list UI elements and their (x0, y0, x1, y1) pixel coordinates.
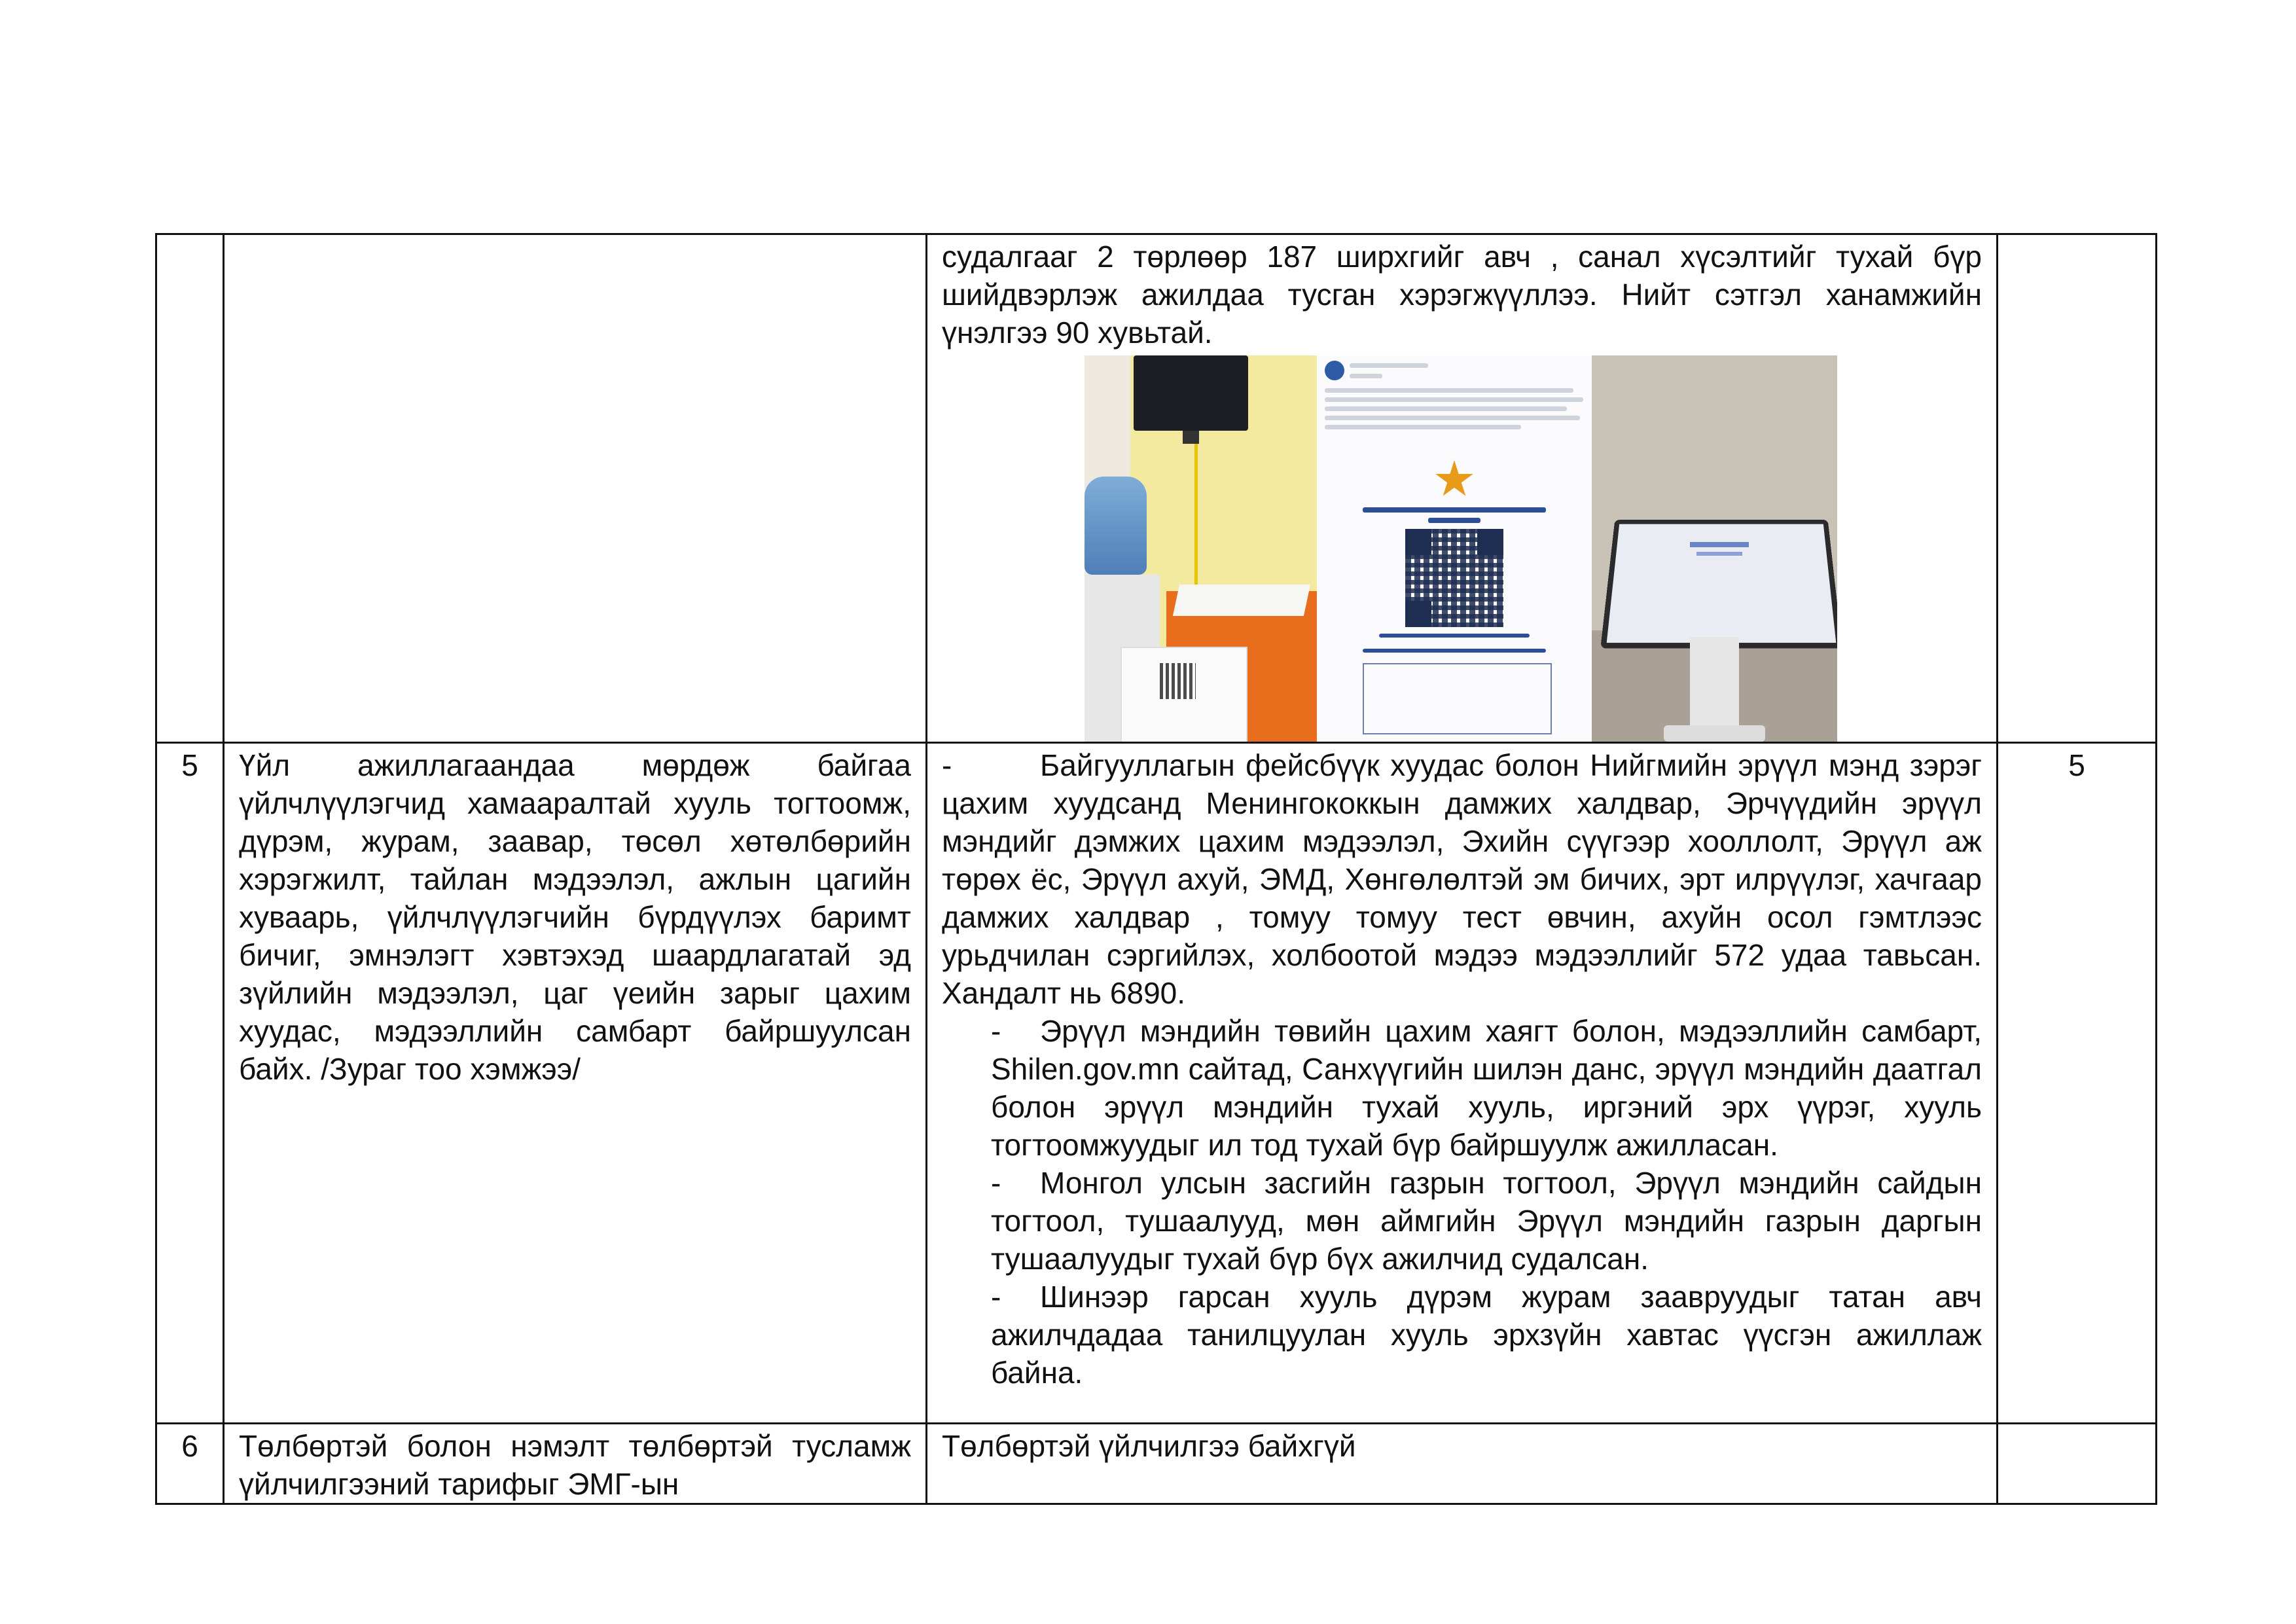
activity-item: - Байгууллагын фейсбүүк хуудас болон Нийгмийн эрүүл мэнд зэрэг цахим хуудсанд Менингококкын дамжих халдвар, Эрчүүдийн эрүүл мэндийг дэмжих цахим мэдээлэл, Эхийн сүүгээр хооллолт, Эрүүл аж төрөх ёс, Эрүүл ахуй, ЭМД, Хөнгөлөлтэй эм бичих, эрт илрүүлэг, хачгаар дамжих халдвар , томуу томуу тест өвчин, ахуйн осол гэмтлээс урьдчилан сэргийлэх, холбоотой мэдээ мэдээллийг 572 удаа тавьсан. Хандалт нь 6890. (942, 748, 1982, 1010)
qr-code-icon (1405, 529, 1503, 627)
score-cell (1998, 234, 2157, 743)
score-cell: 5 (1998, 743, 2157, 1424)
requirement-cell: Төлбөртэй болон нэмэлт төлбөртэй тусламж үйлчилгээний тарифыг ЭМГ-ын (224, 1424, 927, 1504)
row-number (156, 234, 224, 743)
requirement-cell: Үйл ажиллагаандаа мөрдөж байгаа үйлчлүүлэгчид хамааралтай хууль тогтоомж, дүрэм, журам, заавар, төсөл хөтөлбөрийн хэрэгжилт, тайлан мэдээлэл, ажлын цагийн хуваарь, үйлчлүүлэгчийн бүрдүүлэх баримт бичиг, эмнэлэгт хэвтэхэд шаардлагатай эд зүйлийн мэдээлэл, цаг үеийн зарыг цахим хуудас, мэдээллийн самбарт байршуулсан байх. /Зураг тоо хэмжээ/ (224, 743, 927, 1424)
activity-cell: Төлбөртэй үйлчилгээ байхгүй (927, 1424, 1998, 1504)
row-number: 5 (156, 743, 224, 1424)
activity-item: - Монгол улсын засгийн газрын тогтоол, Эрүүл мэндийн сайдын тогтоол, тушаалууд, мөн аймгийн Эрүүл мэндийн газрын даргын тушаалуудыг тухай бүр бүх ажилчид судалсан. (991, 1166, 1982, 1276)
activity-item: - Шинээр гарсан хууль дүрэм журам заавруудыг татан авч ажилчдадаа танилцуулан хууль эрхзүйн хавтас үүсгэн ажиллаж байна. (991, 1280, 1982, 1390)
evaluation-table (155, 233, 2157, 1505)
facebook-qr-survey-post-image (1317, 355, 1592, 742)
activity-cell (927, 234, 1998, 743)
score-cell (1998, 1424, 2157, 1504)
activity-item: - Эрүүл мэндийн төвийн цахим хаягт болон, мэдээллийн самбарт, Shilen.gov.mn сайтад, Санхүүгийн шилэн данс, эрүүл мэндийн даатгал болон эрүүл мэндийн тухай хууль, иргэний эрх үүрэг, хууль тогтоомжуудыг ил тод тухай бүр байршуулж ажилласан. (991, 1014, 1982, 1162)
requirement-cell (224, 234, 927, 743)
activity-cell (927, 743, 1998, 1424)
qr-survey-desk-photo (1085, 355, 1317, 742)
table-row (156, 1424, 2157, 1504)
photo-collage (1085, 355, 1837, 742)
table-row (156, 743, 2157, 1424)
medical-star-logo-icon (1435, 460, 1474, 499)
table-row (156, 234, 2157, 743)
touchscreen-kiosk-photo (1592, 355, 1837, 742)
activity-text: судалгааг 2 төрлөөр 187 ширхгийг авч , санал хүсэлтийг тухай бүр шийдвэрлэж ажилдаа тусган хэрэгжүүллээ. Нийт сэтгэл ханамжийн үнэлгээ 90 хувьтай. (942, 240, 1982, 350)
row-number: 6 (156, 1424, 224, 1504)
